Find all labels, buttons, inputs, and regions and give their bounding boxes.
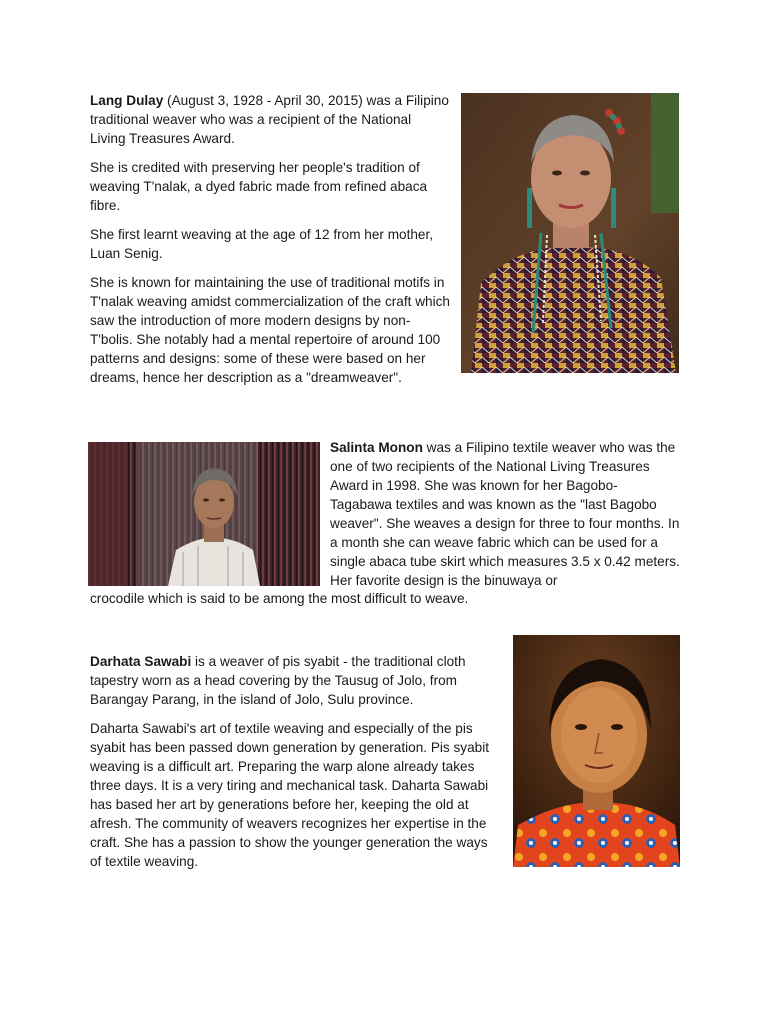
lang-dulay-name: Lang Dulay: [90, 93, 164, 108]
lang-dulay-intro: [90, 91, 450, 148]
salinta-monon-text-right: was a Filipino textile weaver who was the one of two recipients of the National Living Treasures Award in 1998. She was known for her Bagobo- Tagabawa textiles and was known as the "last Bagobo weaver". She weaves a design for three to four months. In a month she can weave fabric which can be used for a single abaca tube skirt which measures 3.5 x 0.42 meters. Her favorite design is the binuwaya or: [330, 440, 680, 588]
salinta-monon-text-continued: [90, 589, 680, 608]
darhata-sawabi-photo: [513, 635, 680, 867]
lang-dulay-paragraph-2: She is credited with preserving her people's tradition of weaving T'nalak, a dyed fabric made from refined abaca fibre.: [90, 160, 428, 213]
lang-dulay-paragraph-3: She first learnt weaving at the age of 12 from her mother, Luan Senig.: [90, 227, 434, 261]
lang-dulay-photo: [461, 93, 679, 373]
salinta-monon-paragraph: [330, 438, 680, 590]
darhata-sawabi-name: Darhata Sawabi: [90, 654, 192, 669]
lang-dulay-paragraph-4: She is known for maintaining the use of traditional motifs in T'nalak weaving amidst commercialization of the craft which saw the introduction of more modern designs by non-T'bolis. She notably had a mental repertoire of around 100 patterns and designs: some of these were based on her dreams, hence her description as a "dreamweaver".: [90, 275, 450, 385]
darhata-sawabi-intro-text: is a weaver of pis syabit - the traditional cloth tapestry worn as a head covering by the Tausug of Jolo, from Barangay Parang, in the island of Jolo, Sulu province.: [90, 654, 466, 707]
darhata-sawabi-text: [90, 652, 500, 881]
lang-dulay-intro-text: (August 3, 1928 - April 30, 2015) was a Filipino traditional weaver who was a recipient of the National Living Treasures Award.: [90, 93, 449, 146]
salinta-monon-text: [330, 438, 680, 590]
salinta-monon-photo: [88, 442, 320, 586]
darhata-sawabi-paragraph-2: Daharta Sawabi's art of textile weaving and especially of the pis syabit has been passed down generation by generation. Pis syabit weaving is a difficult art. Preparing the warp alone already takes three days. It is a very tiring and mechanical task. Daharta Sawabi has based her art by generations before her, keeping the old at afresh. The community of weavers recognizes her expertise in the craft. She has a passion to show the younger generation the ways of textile weaving.: [90, 721, 490, 869]
salinta-monon-text-bottom: crocodile which is said to be among the most difficult to weave.: [90, 591, 469, 606]
salinta-monon-name: Salinta Monon: [330, 440, 423, 455]
darhata-sawabi-intro: [90, 652, 500, 709]
lang-dulay-text: [90, 91, 450, 397]
